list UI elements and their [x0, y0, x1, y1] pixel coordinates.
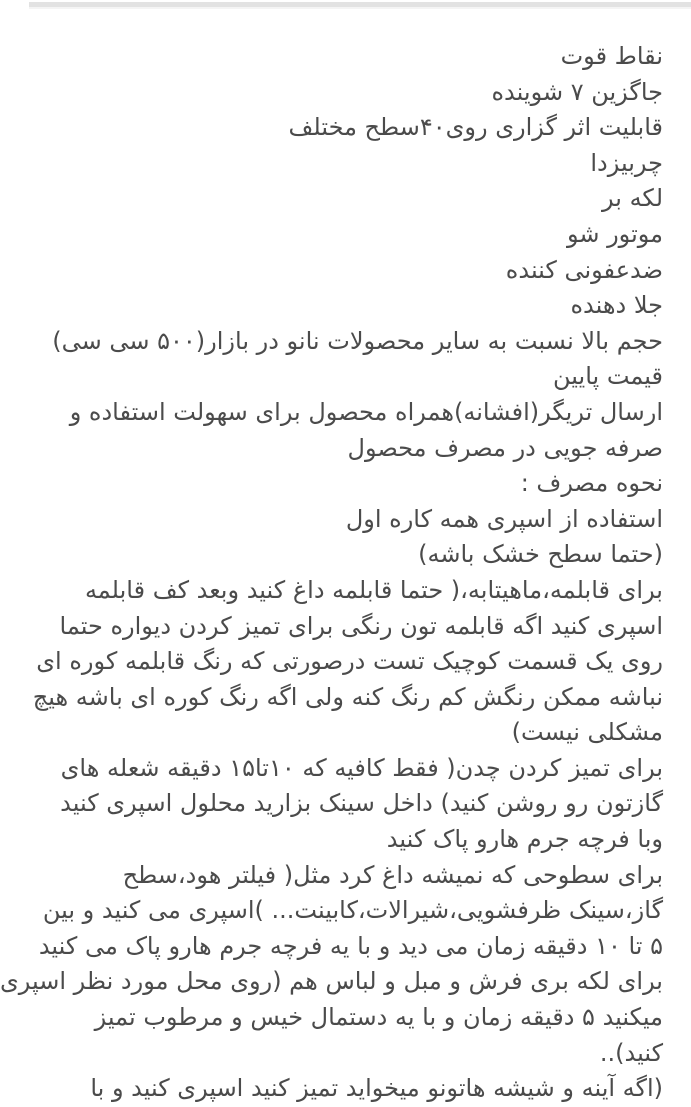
text-line: جلا دهنده: [570, 291, 663, 320]
top-divider-bar-edge: [29, 7, 691, 9]
text-line: ۵ تا ۱۰ دقیقه زمان می دید و با یه فرچه جرم هارو پاک می کنید: [38, 931, 663, 960]
text-line: ارسال تریگر(افشانه)همراه محصول برای سهولت استفاده و: [69, 397, 663, 426]
text-line: گازتون رو روشن کنید) داخل سینک بزارید محلول اسپری کنید: [60, 789, 663, 818]
text-line: حجم بالا نسبت به سایر محصولات نانو در بازار(۵۰۰ سی سی): [52, 326, 663, 355]
text-line: کنید)..: [599, 1038, 663, 1067]
text-line: جاگزین ۷ شوینده: [491, 77, 663, 106]
text-line: برای سطوحی که نمیشه داغ کرد مثل( فیلتر هود،سطح: [122, 860, 663, 889]
text-line: (حتما سطح خشک باشه): [418, 540, 663, 569]
product-description-text: [0, 39, 691, 1107]
text-line: روی یک قسمت کوچیک تست درصورتی که رنگ قابلمه کوره ای: [36, 647, 663, 676]
text-line: قابلیت اثر گزاری روی۴۰سطح مختلف: [288, 113, 663, 142]
text-line: برای قابلمه،ماهیتابه،( حتما قابلمه داغ کنید وبعد کف قابلمه: [84, 575, 663, 604]
text-line: لکه بر: [602, 184, 663, 213]
strengths-heading: نقاط قوت: [560, 42, 663, 70]
text-line: اسپری کنید اگه قابلمه تون رنگی برای تمیز کردن دیواره حتما: [59, 611, 663, 640]
text-line: گاز،سینک ظرفشویی،شیرالات،کابینت... )اسپری می کنید و بین: [42, 896, 663, 925]
text-line: قیمت پایین: [553, 362, 663, 391]
text-line: مشکلی نیست): [511, 718, 663, 747]
text-line: چربیزدا: [590, 148, 663, 177]
text-line: ضدعفونی کننده: [505, 255, 663, 284]
text-line: استفاده از اسپری همه کاره اول: [345, 504, 663, 533]
text-line: برای تمیز کردن چدن( فقط کافیه که ۱۰تا۱۵ دقیقه شعله های: [60, 753, 663, 782]
usage-heading: نحوه مصرف :: [520, 469, 663, 498]
text-line: موتور شو: [566, 219, 663, 248]
text-line: میکنید ۵ دقیقه زمان و با یه دستمال خیس و مرطوب تمیز: [94, 1003, 663, 1032]
text-line-clipped: (اگه آینه و شیشه هاتونو میخواید تمیز کنید اسپری کنید و با: [90, 1074, 663, 1103]
text-line: برای لکه بری فرش و مبل و لباس هم (روی محل مورد نظر اسپری: [0, 967, 663, 996]
text-line: صرفه جویی در مصرف محصول: [347, 433, 663, 462]
text-line: وبا فرچه جرم هارو پاک کنید: [386, 825, 663, 854]
text-line: نباشه ممکن رنگش کم رنگ کنه ولی اگه رنگ کوره ای باشه هیچ: [32, 682, 663, 711]
